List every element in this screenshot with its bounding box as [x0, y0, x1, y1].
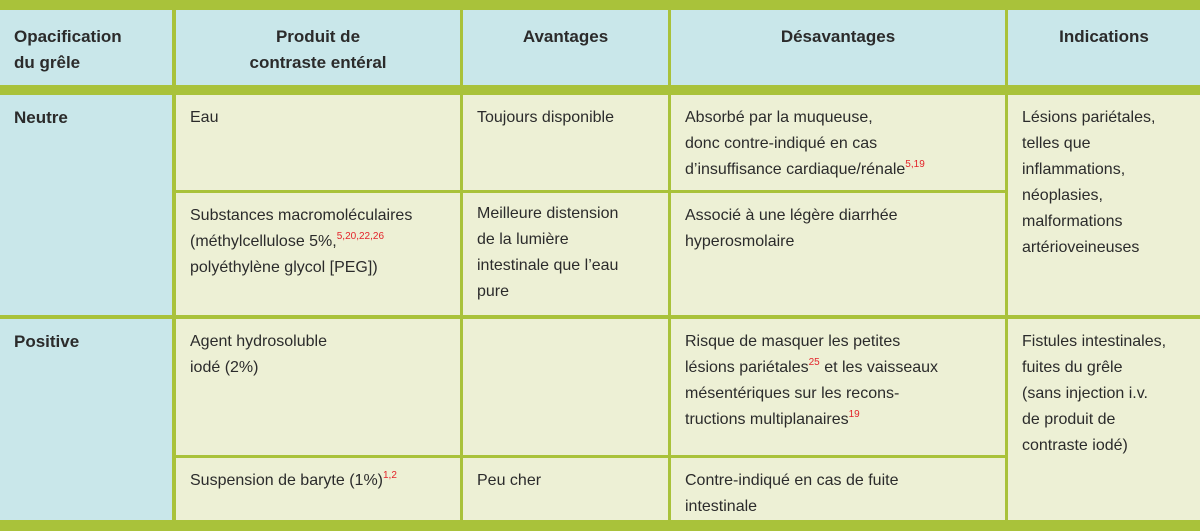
cell-text: Suspension de baryte (1%) [190, 472, 383, 489]
cell-text: d’insuffisance cardiaque/rénale [685, 161, 906, 178]
cell-product-eau [176, 95, 460, 190]
cell-text: iodé (2%) [190, 359, 259, 376]
cell-text: telles que [1022, 135, 1091, 152]
header-desavantages [671, 10, 1005, 85]
header-text: Désavantages [780, 27, 896, 46]
cell-text: fuites du grêle [1022, 359, 1123, 376]
cell-text: intestinale [685, 498, 758, 515]
cell-disadvantages-baryte [671, 458, 1005, 520]
cell-advantages-macro [463, 193, 668, 315]
header-produit [176, 10, 460, 85]
cell-text: et les vaisseaux [819, 359, 939, 376]
cell-advantages-eau [463, 95, 668, 190]
cell-text: hyperosmolaire [685, 233, 795, 250]
header-text: du grêle [14, 53, 81, 72]
header-text: Produit de [275, 27, 361, 46]
cell-text: Contre-indiqué en cas de fuite [685, 472, 899, 489]
cell-text: inflammations, [1022, 161, 1126, 178]
header-text: Indications [1059, 27, 1149, 46]
header-opacification [0, 10, 172, 85]
cell-product-iode [176, 319, 460, 455]
reference-superscript: 5,20,22,26 [336, 231, 384, 242]
header-indications [1008, 10, 1200, 85]
cell-text: polyéthylène glycol [PEG]) [190, 259, 378, 276]
cell-text: Risque de masquer les petites [685, 333, 901, 350]
cell-text: Lésions pariétales, [1022, 109, 1156, 126]
cell-product-baryte [176, 458, 460, 520]
cell-text: Substances macromoléculaires [190, 207, 413, 224]
header-text: Opacification [14, 27, 122, 46]
cell-text: néoplasies, [1022, 187, 1103, 204]
row-label-text: Neutre [14, 108, 68, 127]
cell-text: artérioveineuses [1022, 239, 1140, 256]
row-label-neutre [0, 95, 172, 315]
cell-text: (sans injection i.v. [1022, 385, 1148, 402]
cell-advantages-baryte [463, 458, 668, 520]
cell-text: de la lumière [477, 231, 569, 248]
cell-text: (méthylcellulose 5%, [190, 233, 337, 250]
header-avantages [463, 10, 668, 85]
cell-indications-positive [1008, 319, 1200, 520]
cell-advantages-iode [463, 319, 668, 455]
cell-text: contraste iodé) [1022, 437, 1128, 454]
cell-text: intestinale que l’eau [477, 257, 619, 274]
cell-text: Meilleure distension [477, 205, 619, 222]
cell-disadvantages-iode [671, 319, 1005, 455]
cell-text: de produit de [1022, 411, 1116, 428]
cell-product-macro [176, 193, 460, 315]
cell-indications-neutre [1008, 95, 1200, 315]
cell-text: lésions pariétales [685, 359, 809, 376]
cell-text: Eau [190, 109, 219, 126]
header-text: Avantages [522, 27, 609, 46]
row-label-text: Positive [14, 332, 80, 351]
cell-text: Peu cher [477, 472, 542, 489]
cell-text: malformations [1022, 213, 1123, 230]
cell-disadvantages-macro [671, 193, 1005, 315]
cell-text: Agent hydrosoluble [190, 333, 327, 350]
cell-text: Fistules intestinales, [1022, 333, 1167, 350]
reference-superscript: 19 [848, 409, 860, 420]
cell-text: Toujours disponible [477, 109, 614, 126]
reference-superscript: 25 [808, 357, 820, 368]
cell-text: tructions multiplanaires [685, 411, 849, 428]
row-label-positive [0, 319, 172, 520]
cell-text: pure [477, 283, 510, 300]
cell-text: Associé à une légère diarrhée [685, 207, 898, 224]
cell-disadvantages-eau [671, 95, 1005, 190]
cell-text: Absorbé par la muqueuse, [685, 109, 873, 126]
cell-text: mésentériques sur les recons- [685, 385, 900, 402]
cell-text: donc contre-indiqué en cas [685, 135, 878, 152]
reference-superscript: 1,2 [383, 470, 397, 481]
reference-superscript: 5,19 [905, 159, 925, 170]
header-text: contraste entéral [249, 53, 387, 72]
